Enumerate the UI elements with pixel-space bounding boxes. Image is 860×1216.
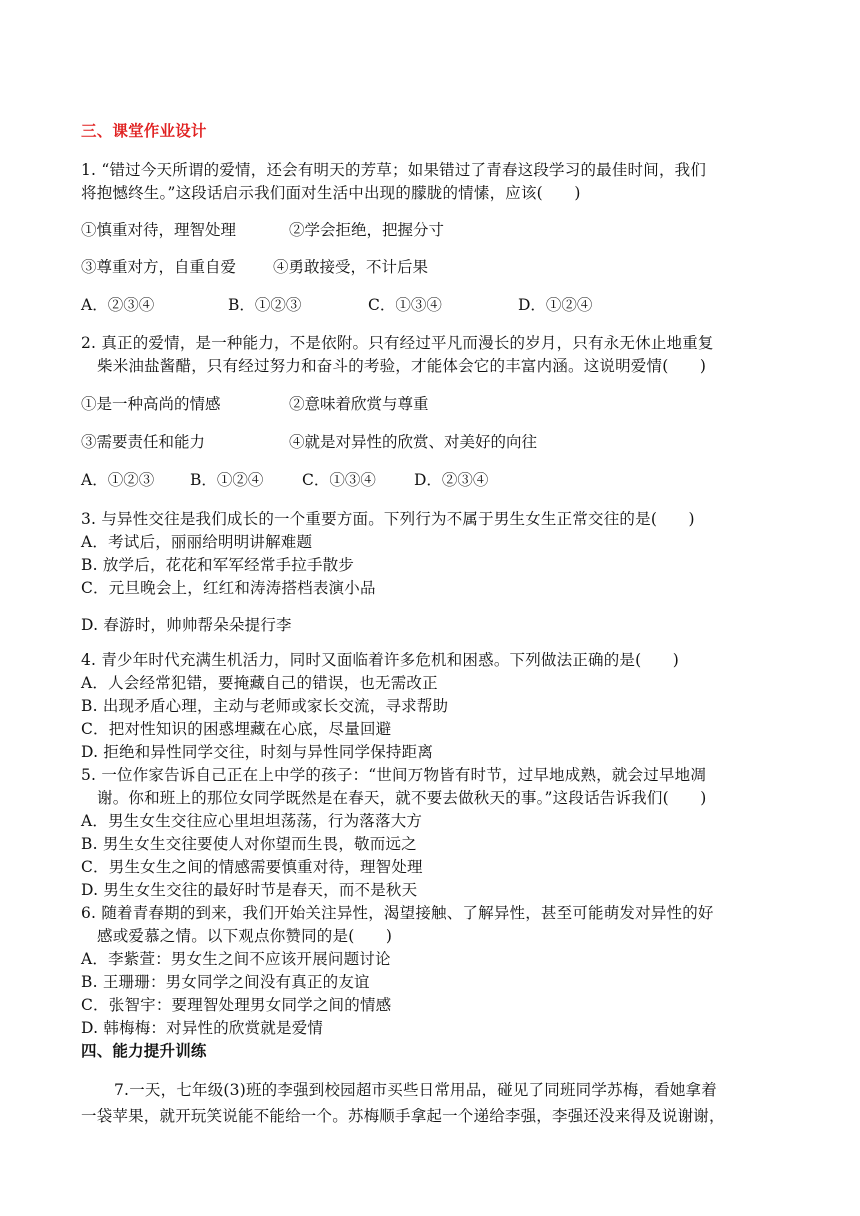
q2-statement-4: ④就是对异性的欣赏、对美好的向往	[289, 433, 538, 451]
q2-statement-1: ①是一种高尚的情感	[81, 395, 221, 413]
q6-option-b: B. 王珊珊：男女同学之间没有真正的友谊	[81, 973, 370, 991]
q1-option-c: C．①③④	[368, 296, 442, 314]
q3-option-a: A．考试后，丽丽给明明讲解难题	[81, 533, 313, 551]
q1-statement-1: ①慎重对待，理智处理	[81, 221, 237, 239]
q1-statement-4: ④勇敢接受，不计后果	[273, 258, 429, 276]
q6-option-d: D. 韩梅梅：对异性的欣赏就是爱情	[81, 1019, 324, 1037]
q6-option-a: A．李紫萱：男女生之间不应该开展问题讨论	[81, 950, 391, 968]
q5-stem-line-2: 谢。你和班上的那位女同学既然是在春天，就不要去做秋天的事。”这段话告诉我们( )	[97, 789, 707, 807]
q4-option-a: A．人会经常犯错，要掩藏自己的错误，也无需改正	[81, 674, 438, 692]
q2-option-d: D．②③④	[414, 471, 489, 489]
q1-option-d: D．①②④	[518, 296, 593, 314]
q7-line-1: 7.一天，七年级(3)班的李强到校园超市买些日常用品，碰见了同班同学苏梅，看她拿着	[114, 1081, 717, 1099]
q1-option-b: B．①②③	[228, 296, 302, 314]
q3-option-c: C．元旦晚会上，红红和涛涛搭档表演小品	[81, 579, 376, 597]
q5-option-c: C．男生女生之间的情感需要慎重对待，理智处理	[81, 858, 423, 876]
q1-stem-line-2: 将抱憾终生。”这段话启示我们面对生活中出现的朦胧的情愫，应该( )	[81, 184, 581, 202]
q2-option-c: C．①③④	[302, 471, 376, 489]
q2-statement-2: ②意味着欣赏与尊重	[289, 395, 429, 413]
q5-option-b: B. 男生女生交往要使人对你望而生畏，敬而远之	[81, 835, 417, 853]
section-3-title: 三、课堂作业设计	[81, 122, 207, 140]
q5-option-a: A．男生女生交往应心里坦坦荡荡，行为落落大方	[81, 812, 423, 830]
q2-stem-line-2: 柴米油盐酱醋，只有经过努力和奋斗的考验，才能体会它的丰富内涵。这说明爱情( )	[97, 357, 707, 375]
q2-option-a: A．①②③	[81, 471, 155, 489]
q6-option-c: C．张智宇：要理智处理男女同学之间的情感	[81, 996, 392, 1014]
q4-option-c: C．把对性知识的困惑埋藏在心底，尽量回避	[81, 720, 392, 738]
q3-option-d: D. 春游时，帅帅帮朵朵提行李	[81, 616, 292, 634]
q7-line-2: 一袋苹果，就开玩笑说能不能给一个。苏梅顺手拿起一个递给李强，李强还没来得及说谢谢，	[81, 1107, 725, 1125]
q5-option-d: D. 男生女生交往的最好时节是春天，而不是秋天	[81, 881, 418, 899]
q1-statement-3: ③尊重对方，自重自爱	[81, 258, 237, 276]
q2-option-b: B．①②④	[190, 471, 264, 489]
section-4-title: 四、能力提升训练	[81, 1042, 207, 1060]
q4-option-b: B. 出现矛盾心理，主动与老师或家长交流，寻求帮助	[81, 697, 449, 715]
q2-stem-line-1: 2. 真正的爱情，是一种能力，不是依附。只有经过平凡而漫长的岁月，只有永无休止地重复	[81, 334, 714, 352]
q1-stem-line-1: 1. “错过今天所谓的爱情，还会有明天的芳草；如果错过了青春这段学习的最佳时间，我们	[81, 161, 707, 179]
q2-statement-3: ③需要责任和能力	[81, 433, 206, 451]
q6-stem-line-2: 感或爱慕之情。以下观点你赞同的是( )	[97, 927, 393, 945]
q4-stem: 4. 青少年时代充满生机活力，同时又面临着许多危机和困惑。下列做法正确的是( )	[81, 651, 680, 669]
q3-stem: 3. 与异性交往是我们成长的一个重要方面。下列行为不属于男生女生正常交往的是( )	[81, 510, 695, 528]
q1-option-a: A．②③④	[81, 296, 155, 314]
q3-option-b: B. 放学后，花花和军军经常手拉手散步	[81, 556, 355, 574]
q1-statement-2: ②学会拒绝，把握分寸	[289, 221, 445, 239]
q5-stem-line-1: 5. 一位作家告诉自己正在上中学的孩子：“世间万物皆有时节，过早地成熟，就会过早地凋	[81, 766, 707, 784]
q4-option-d: D. 拒绝和异性同学交往，时刻与异性同学保持距离	[81, 743, 434, 761]
q6-stem-line-1: 6. 随着青春期的到来，我们开始关注异性，渴望接触、了解异性，甚至可能萌发对异性的好	[81, 904, 714, 922]
